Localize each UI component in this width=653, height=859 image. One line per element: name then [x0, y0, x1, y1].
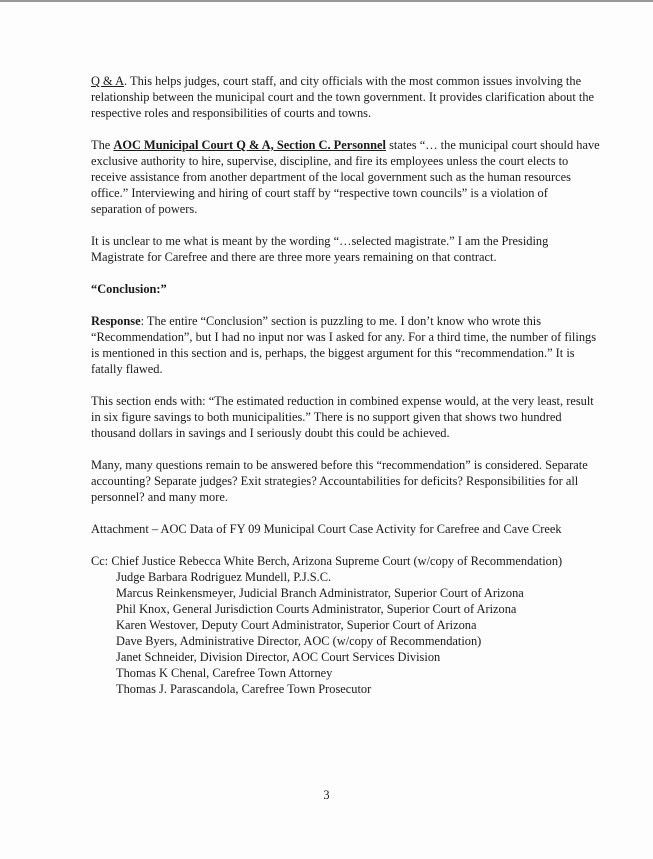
cc-recipient: Janet Schneider, Division Director, AOC Court Services Division [116, 650, 441, 664]
letter-body [91, 73, 601, 697]
cc-recipient: Karen Westover, Deputy Court Administrator, Superior Court of Arizona [116, 618, 477, 632]
qa-reference: Q & A [91, 74, 125, 88]
cc-list [91, 553, 601, 697]
cc-label: Cc: [91, 554, 112, 568]
cc-recipient: Phil Knox, General Jurisdiction Courts Administrator, Superior Court of Arizona [116, 602, 517, 616]
cc-recipient: Thomas K Chenal, Carefree Town Attorney [116, 666, 333, 680]
conclusion-heading: “Conclusion:” [91, 282, 167, 296]
paragraph-aoc-personnel: The AOC Municipal Court Q & A, Section C. Personnel states “… the municipal court should have exclusive authority to hire, supervise, discipline, and fire its employees unless the court elects to receive assistance from another department of the local government such as the human resources office.” Interviewing and hiring of court staff by “respective town councils” is a violation of separation of powers. [91, 138, 600, 216]
paragraph-response: Response: The entire “Conclusion” section is puzzling to me. I don’t know who wrote this “Recommendation”, but I had no input nor was I asked for any. For a third time, the number of filings is mentioned in this section and is, perhaps, the biggest argument for this “recommendation.” It is fatally flawed. [91, 314, 597, 376]
cc-recipient: Marcus Reinkensmeyer, Judicial Branch Administrator, Superior Court of Arizona [116, 586, 524, 600]
cc-recipient: Judge Barbara Rodriguez Mundell, P.J.S.C. [116, 570, 332, 584]
scan-top-edge [0, 0, 653, 2]
paragraph-qa: Q & A. This helps judges, court staff, and city officials with the most common issues involving the relationship between the municipal court and the town government. It provides clarification about the respective roles and responsibilities of courts and towns. [91, 74, 595, 120]
cc-recipient: Dave Byers, Administrative Director, AOC (w/copy of Recommendation) [116, 634, 482, 648]
paragraph-questions: Many, many questions remain to be answered before this “recommendation” is considered. Separate accounting? Separate judges? Exit strategies? Accountabilities for deficits? Responsibilities for all personnel? and many more. [91, 458, 588, 504]
paragraph-magistrate: It is unclear to me what is meant by the wording “…selected magistrate.” I am the Presiding Magistrate for Carefree and there are three more years remaining on that contract. [91, 234, 549, 264]
cc-recipient: Thomas J. Parascandola, Carefree Town Prosecutor [116, 682, 372, 696]
response-label: Response [91, 314, 141, 328]
paragraph-section-ends: This section ends with: “The estimated reduction in combined expense would, at the very least, result in six figure savings to both municipalities.” There is no support given that shows two hundred thousand dollars in savings and I seriously doubt this could be achieved. [91, 394, 594, 440]
attachment-line: Attachment – AOC Data of FY 09 Municipal Court Case Activity for Carefree and Cave Creek [91, 522, 562, 536]
aoc-section-title: AOC Municipal Court Q & A, Section C. Personnel [113, 138, 386, 152]
page-number: 3 [323, 788, 330, 802]
cc-recipient: Cc: Chief Justice Rebecca White Berch, Arizona Supreme Court (w/copy of Recommendation) [91, 554, 563, 568]
